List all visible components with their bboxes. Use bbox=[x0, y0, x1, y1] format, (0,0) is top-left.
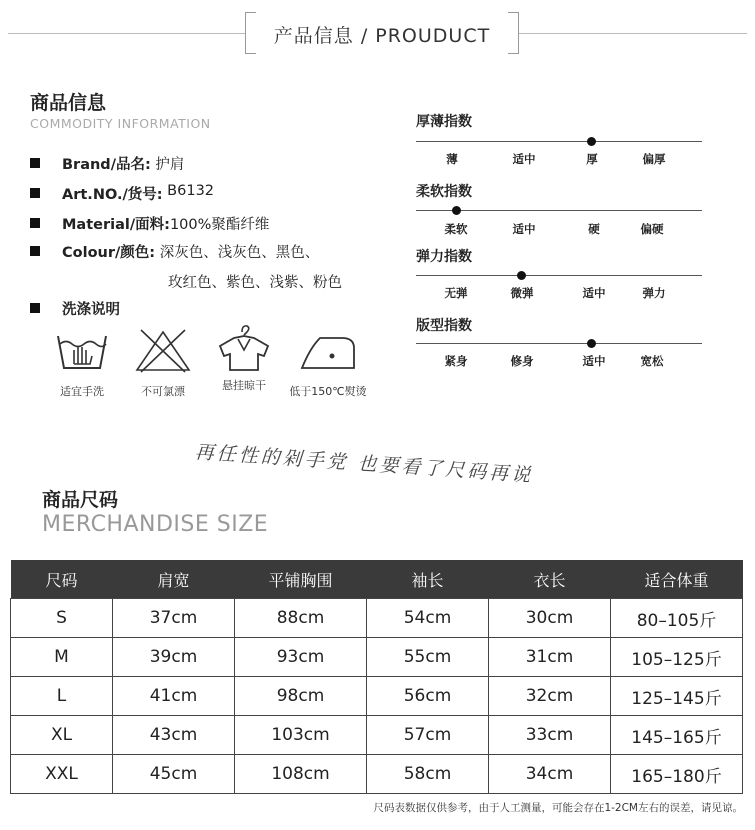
softness-option: 适中 bbox=[512, 222, 536, 236]
table-cell: 98cm bbox=[235, 677, 367, 716]
header-cell: 袖长 bbox=[367, 560, 489, 599]
fit-option: 适中 bbox=[582, 354, 606, 368]
table-cell: 31cm bbox=[489, 638, 611, 677]
iron-low-icon bbox=[296, 328, 360, 373]
thickness-option: 适中 bbox=[512, 152, 536, 166]
wash-label: 适宜手洗 bbox=[60, 385, 104, 398]
thickness-index-title: 厚薄指数 bbox=[416, 114, 472, 130]
attr-key: Material/面料: bbox=[62, 217, 170, 233]
table-cell: 43cm bbox=[113, 716, 235, 755]
table-row bbox=[11, 677, 743, 716]
wash-hand bbox=[42, 328, 122, 399]
table-cell: 88cm bbox=[235, 599, 367, 638]
table-cell: 55cm bbox=[367, 638, 489, 677]
softness-option: 硬 bbox=[588, 222, 600, 236]
wash-label: 低于150℃熨烫 bbox=[289, 385, 367, 398]
header-banner bbox=[245, 12, 519, 54]
table-cell: 105–125斤 bbox=[611, 638, 743, 677]
table-cell: 34cm bbox=[489, 755, 611, 794]
size-cell: M bbox=[11, 638, 113, 677]
no-bleach-icon bbox=[133, 328, 193, 373]
elasticity-option: 微弹 bbox=[510, 286, 534, 300]
elasticity-option: 弹力 bbox=[642, 286, 666, 300]
table-cell: 108cm bbox=[235, 755, 367, 794]
attr-colour bbox=[30, 241, 319, 262]
table-cell: 33cm bbox=[489, 716, 611, 755]
attr-value: B6132 bbox=[167, 183, 215, 199]
table-cell: 39cm bbox=[113, 638, 235, 677]
header-rule-right bbox=[517, 33, 747, 34]
elasticity-option: 适中 bbox=[582, 286, 606, 300]
table-cell: 41cm bbox=[113, 677, 235, 716]
header-rule-left bbox=[8, 33, 245, 34]
wash-title: 洗涤说明 bbox=[62, 302, 120, 318]
table-cell: 56cm bbox=[367, 677, 489, 716]
bullet-square bbox=[30, 246, 40, 256]
fit-index-title: 版型指数 bbox=[416, 318, 472, 334]
table-cell: 125–145斤 bbox=[611, 677, 743, 716]
bullet-square bbox=[30, 188, 40, 198]
table-cell: 32cm bbox=[489, 677, 611, 716]
header-cell: 平铺胸围 bbox=[235, 560, 367, 599]
table-cell: 58cm bbox=[367, 755, 489, 794]
table-row bbox=[11, 716, 743, 755]
wash-label: 不可氯漂 bbox=[141, 385, 185, 398]
bullet-square bbox=[30, 158, 40, 168]
header-cell: 适合体重 bbox=[611, 560, 743, 599]
attr-art-no bbox=[30, 183, 214, 204]
table-cell: 165–180斤 bbox=[611, 755, 743, 794]
size-cell: S bbox=[11, 599, 113, 638]
attr-brand bbox=[30, 153, 184, 174]
wash-heading bbox=[30, 298, 120, 319]
thickness-option: 薄 bbox=[446, 152, 458, 166]
table-cell: 37cm bbox=[113, 599, 235, 638]
size-subtitle: MERCHANDISE SIZE bbox=[42, 512, 269, 537]
thickness-option: 厚 bbox=[586, 152, 598, 166]
elasticity-option: 无弹 bbox=[444, 286, 468, 300]
bullet-square bbox=[30, 218, 40, 228]
elasticity-index-title: 弹力指数 bbox=[416, 249, 472, 265]
size-cell: XXL bbox=[11, 755, 113, 794]
fit-index-marker bbox=[587, 339, 596, 348]
fit-index-scale bbox=[416, 343, 702, 344]
attr-material bbox=[30, 213, 269, 234]
table-cell: 103cm bbox=[235, 716, 367, 755]
info-subtitle: COMMODITY INFORMATION bbox=[30, 116, 211, 131]
handwritten-note: 再任性的剁手党 也要看了尺码再说 bbox=[194, 441, 534, 487]
thickness-index-marker bbox=[587, 137, 596, 146]
table-cell: 145–165斤 bbox=[611, 716, 743, 755]
thickness-index-scale bbox=[416, 141, 702, 142]
wash-iron bbox=[288, 328, 368, 399]
table-cell: 57cm bbox=[367, 716, 489, 755]
size-title: 商品尺码 bbox=[42, 489, 119, 511]
hang-dry-icon bbox=[214, 322, 274, 373]
header-cell: 肩宽 bbox=[113, 560, 235, 599]
wash-no-bleach bbox=[123, 328, 203, 399]
size-footnote: 尺码表数据仅供参考，由于人工测量，可能会存在1-2CM左右的误差，请见谅。 bbox=[373, 802, 743, 814]
header-title: 产品信息 / PROUDUCT bbox=[273, 25, 491, 47]
attr-value: 100%聚酯纤维 bbox=[169, 217, 270, 233]
header-cell: 尺码 bbox=[11, 560, 113, 599]
softness-option: 柔软 bbox=[444, 222, 468, 236]
softness-index-marker bbox=[452, 206, 461, 215]
size-table-header bbox=[11, 560, 743, 599]
table-cell: 30cm bbox=[489, 599, 611, 638]
fit-option: 修身 bbox=[510, 354, 534, 368]
thickness-option: 偏厚 bbox=[642, 152, 666, 166]
fit-option: 宽松 bbox=[640, 354, 664, 368]
softness-option: 偏硬 bbox=[640, 222, 664, 236]
info-title: 商品信息 bbox=[30, 92, 107, 114]
attr-value: 深灰色、浅灰色、黑色、 bbox=[159, 245, 320, 261]
attr-value: 护肩 bbox=[155, 157, 185, 173]
elasticity-index-marker bbox=[517, 271, 526, 280]
table-row bbox=[11, 638, 743, 677]
table-row bbox=[11, 755, 743, 794]
table-cell: 80–105斤 bbox=[611, 599, 743, 638]
wash-label: 悬挂晾干 bbox=[222, 379, 266, 392]
fit-option: 紧身 bbox=[444, 354, 468, 368]
table-cell: 93cm bbox=[235, 638, 367, 677]
size-cell: L bbox=[11, 677, 113, 716]
header-cell: 衣长 bbox=[489, 560, 611, 599]
bullet-square bbox=[30, 303, 40, 313]
attr-key: Colour/颜色: bbox=[62, 245, 156, 261]
wash-hang-dry bbox=[204, 322, 284, 393]
attr-key: Brand/品名: bbox=[62, 157, 151, 173]
size-table bbox=[10, 560, 743, 794]
attr-key: Art.NO./货号: bbox=[62, 187, 163, 203]
elasticity-index-scale bbox=[416, 275, 702, 276]
size-cell: XL bbox=[11, 716, 113, 755]
softness-index-title: 柔软指数 bbox=[416, 184, 472, 200]
table-cell: 45cm bbox=[113, 755, 235, 794]
table-row bbox=[11, 599, 743, 638]
attr-colour-continued: 玫红色、紫色、浅紫、粉色 bbox=[168, 275, 342, 291]
table-cell: 54cm bbox=[367, 599, 489, 638]
hand-wash-icon bbox=[52, 328, 112, 373]
